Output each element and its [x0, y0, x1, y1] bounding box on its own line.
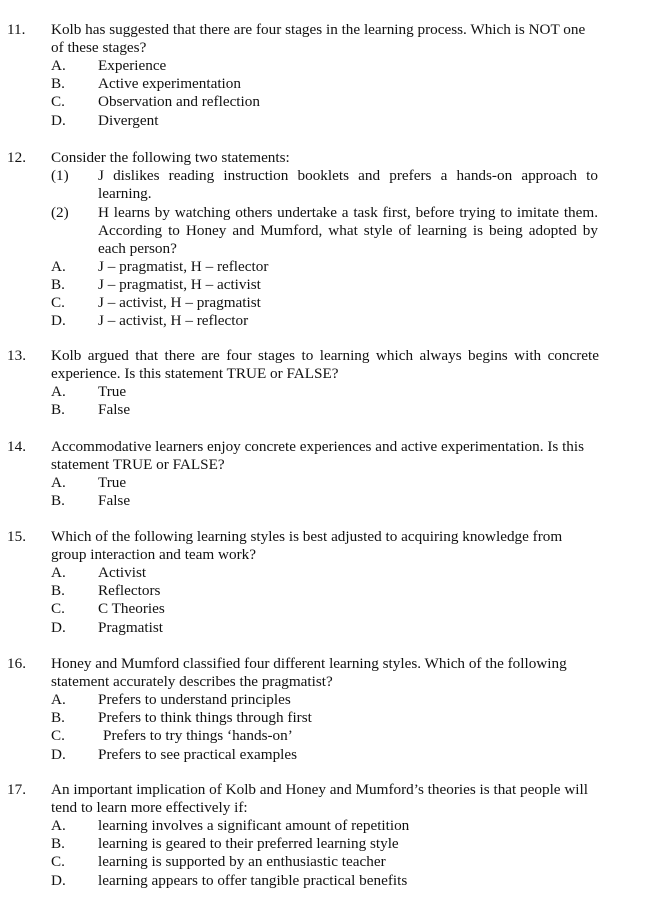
option-text: Prefers to see practical examples	[98, 746, 298, 763]
option-letter: A.	[51, 817, 66, 834]
option-text: learning is supported by an enthusiastic teacher	[98, 853, 386, 870]
option-text: False	[98, 401, 131, 418]
question-text: Which of the following learning styles is best adjusted to acquiring knowledge from group interaction and team work?	[51, 528, 563, 564]
option-letter: D.	[51, 112, 66, 129]
option-letter: A.	[51, 564, 66, 581]
option-text: Divergent	[98, 112, 159, 129]
option-letter: B.	[51, 835, 65, 852]
option-letter: C.	[51, 600, 65, 617]
question-number: 16.	[7, 655, 26, 672]
option-text: J – activist, H – pragmatist	[98, 294, 261, 311]
option-letter: A.	[51, 383, 66, 400]
statement-text: J dislikes reading instruction booklets and prefers a hands-on approach to learning.	[98, 167, 598, 203]
option-letter: B.	[51, 75, 65, 92]
question-number: 17.	[7, 781, 26, 798]
question-number: 15.	[7, 528, 26, 545]
option-text: True	[98, 383, 127, 400]
option-letter: D.	[51, 619, 66, 636]
option-text: Prefers to understand principles	[98, 691, 291, 708]
option-letter: A.	[51, 474, 66, 491]
option-letter: D.	[51, 312, 66, 329]
option-letter: A.	[51, 258, 66, 275]
option-text: learning appears to offer tangible practical benefits	[98, 872, 408, 889]
option-text: Pragmatist	[98, 619, 163, 636]
option-text: False	[98, 492, 131, 509]
option-text: Experience	[98, 57, 167, 74]
option-text: C Theories	[98, 600, 165, 617]
question-number: 12.	[7, 149, 26, 166]
option-text: Observation and reflection	[98, 93, 260, 110]
option-letter: C.	[51, 853, 65, 870]
option-letter: B.	[51, 709, 65, 726]
option-text: Active experimentation	[98, 75, 241, 92]
option-letter: A.	[51, 691, 66, 708]
question-text: Accommodative learners enjoy concrete experiences and active experimentation. Is this statement TRUE or FALSE?	[51, 438, 585, 474]
question-text: Kolb argued that there are four stages to learning which always begins with concrete experience. Is this statement TRUE or FALSE?	[51, 347, 599, 383]
question-text: Kolb has suggested that there are four stages in the learning process. Which is NOT one of these stages?	[51, 21, 586, 57]
option-letter: C.	[51, 727, 65, 744]
option-text: J – pragmatist, H – activist	[98, 276, 261, 293]
option-text: J – activist, H – reflector	[98, 312, 249, 329]
option-letter: A.	[51, 57, 66, 74]
option-text: learning is geared to their preferred learning style	[98, 835, 399, 852]
statement-number: (1)	[51, 167, 69, 184]
option-text: Reflectors	[98, 582, 161, 599]
question-number: 11.	[7, 21, 26, 38]
option-letter: B.	[51, 401, 65, 418]
option-text: True	[98, 474, 127, 491]
option-text: J – pragmatist, H – reflector	[98, 258, 269, 275]
option-text: Prefers to try things ‘hands-on’	[103, 727, 293, 744]
question-text: Honey and Mumford classified four different learning styles. Which of the following statement accurately describes the pragmatist?	[51, 655, 567, 691]
question-text: Consider the following two statements:	[51, 149, 290, 166]
option-text: Prefers to think things through first	[98, 709, 312, 726]
question-number: 14.	[7, 438, 26, 455]
option-text: learning involves a significant amount of repetition	[98, 817, 410, 834]
option-letter: C.	[51, 294, 65, 311]
option-letter: B.	[51, 276, 65, 293]
option-text: Activist	[98, 564, 147, 581]
question-text: An important implication of Kolb and Honey and Mumford’s theories is that people will tend to learn more effectively if:	[51, 781, 588, 817]
option-letter: D.	[51, 872, 66, 889]
statement-text: H learns by watching others undertake a task first, before trying to imitate them. According to Honey and Mumford, what style of learning is being adopted by each person?	[98, 204, 598, 258]
option-letter: D.	[51, 746, 66, 763]
statement-number: (2)	[51, 204, 69, 221]
option-letter: B.	[51, 582, 65, 599]
option-letter: B.	[51, 492, 65, 509]
option-letter: C.	[51, 93, 65, 110]
question-number: 13.	[7, 347, 26, 364]
